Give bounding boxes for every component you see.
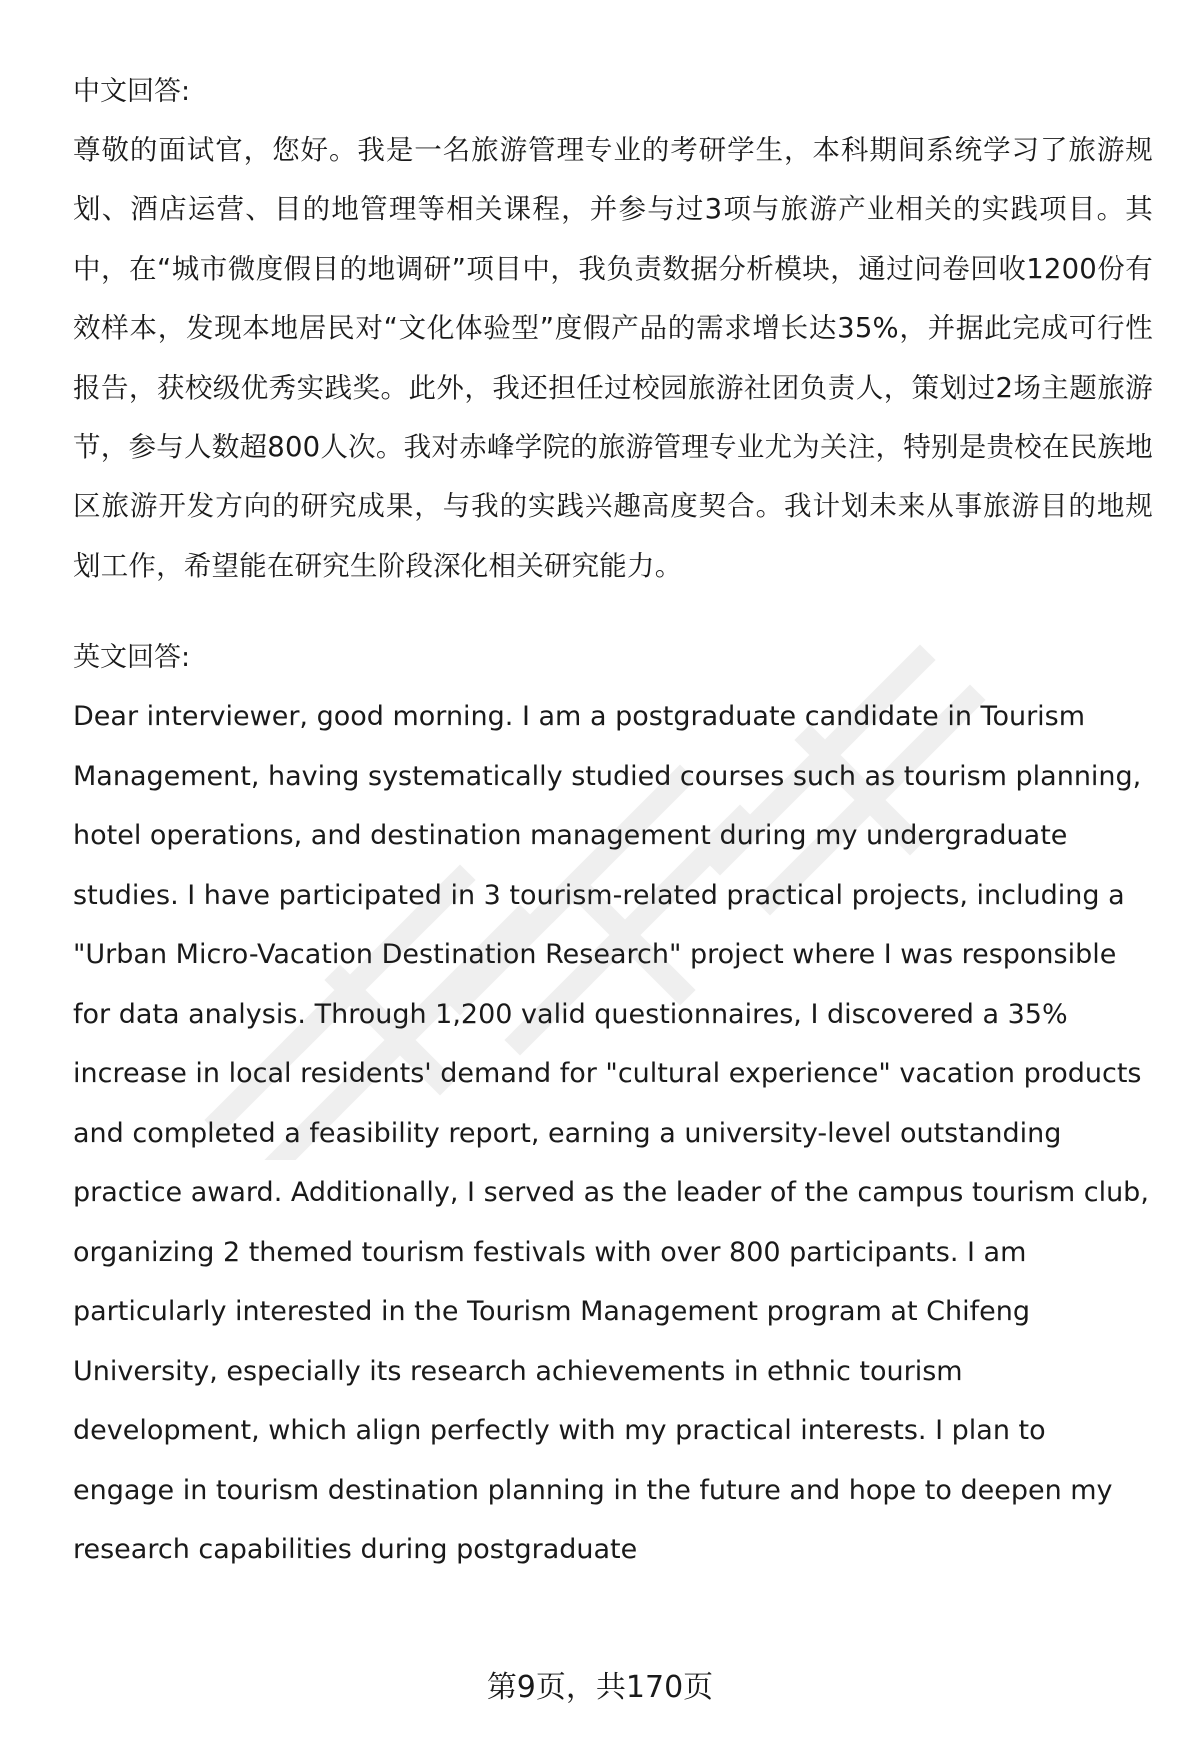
- chinese-answer-heading: 中文回答:: [73, 76, 191, 107]
- document-page: [73, 62, 1153, 1580]
- english-answer-paragraph: Dear interviewer, good morning. I am a postgraduate candidate in Tourism Management, having systematically studied courses such as tourism planning, hotel operations, and destination management during my undergraduate studies. I have participated in 3 tourism-related practical projects, including a "Urban Micro-Vacation Destination Research" project where I was responsible for data analysis. Through 1,200 valid questionnaires, I discovered a 35% increase in local residents' demand for "cultural experience" vacation products and completed a feasibility report, earning a university-level outstanding practice award. Additionally, I served as the leader of the campus tourism club, organizing 2 themed tourism festivals with over 800 participants. I am particularly interested in the Tourism Management program at Chifeng University, especially its research achievements in ethnic tourism development, which align perfectly with my practical interests. I plan to engage in tourism destination planning in the future and hope to deepen my research capabilities during postgraduate: [73, 701, 1149, 1566]
- chinese-answer-paragraph: 尊敬的面试官，您好。我是一名旅游管理专业的考研学生，本科期间系统学习了旅游规划、酒店运营、目的地管理等相关课程，并参与过3项与旅游产业相关的实践项目。其中，在“城市微度假目的地调研”项目中，我负责数据分析模块，通过问卷回收1200份有效样本，发现本地居民对“文化体验型”度假产品的需求增长达35%，并据此完成可行性报告，获校级优秀实践奖。此外，我还担任过校园旅游社团负责人，策划过2场主题旅游节，参与人数超800人次。我对赤峰学院的旅游管理专业尤为关注，特别是贵校在民族地区旅游开发方向的研究成果，与我的实践兴趣高度契合。我计划未来从事旅游目的地规划工作，希望能在研究生阶段深化相关研究能力。: [73, 134, 1153, 582]
- page-number-footer: 第9页，共170页: [486, 1670, 714, 1705]
- english-answer-heading: 英文回答:: [73, 642, 191, 674]
- section-spacer: [73, 596, 1153, 628]
